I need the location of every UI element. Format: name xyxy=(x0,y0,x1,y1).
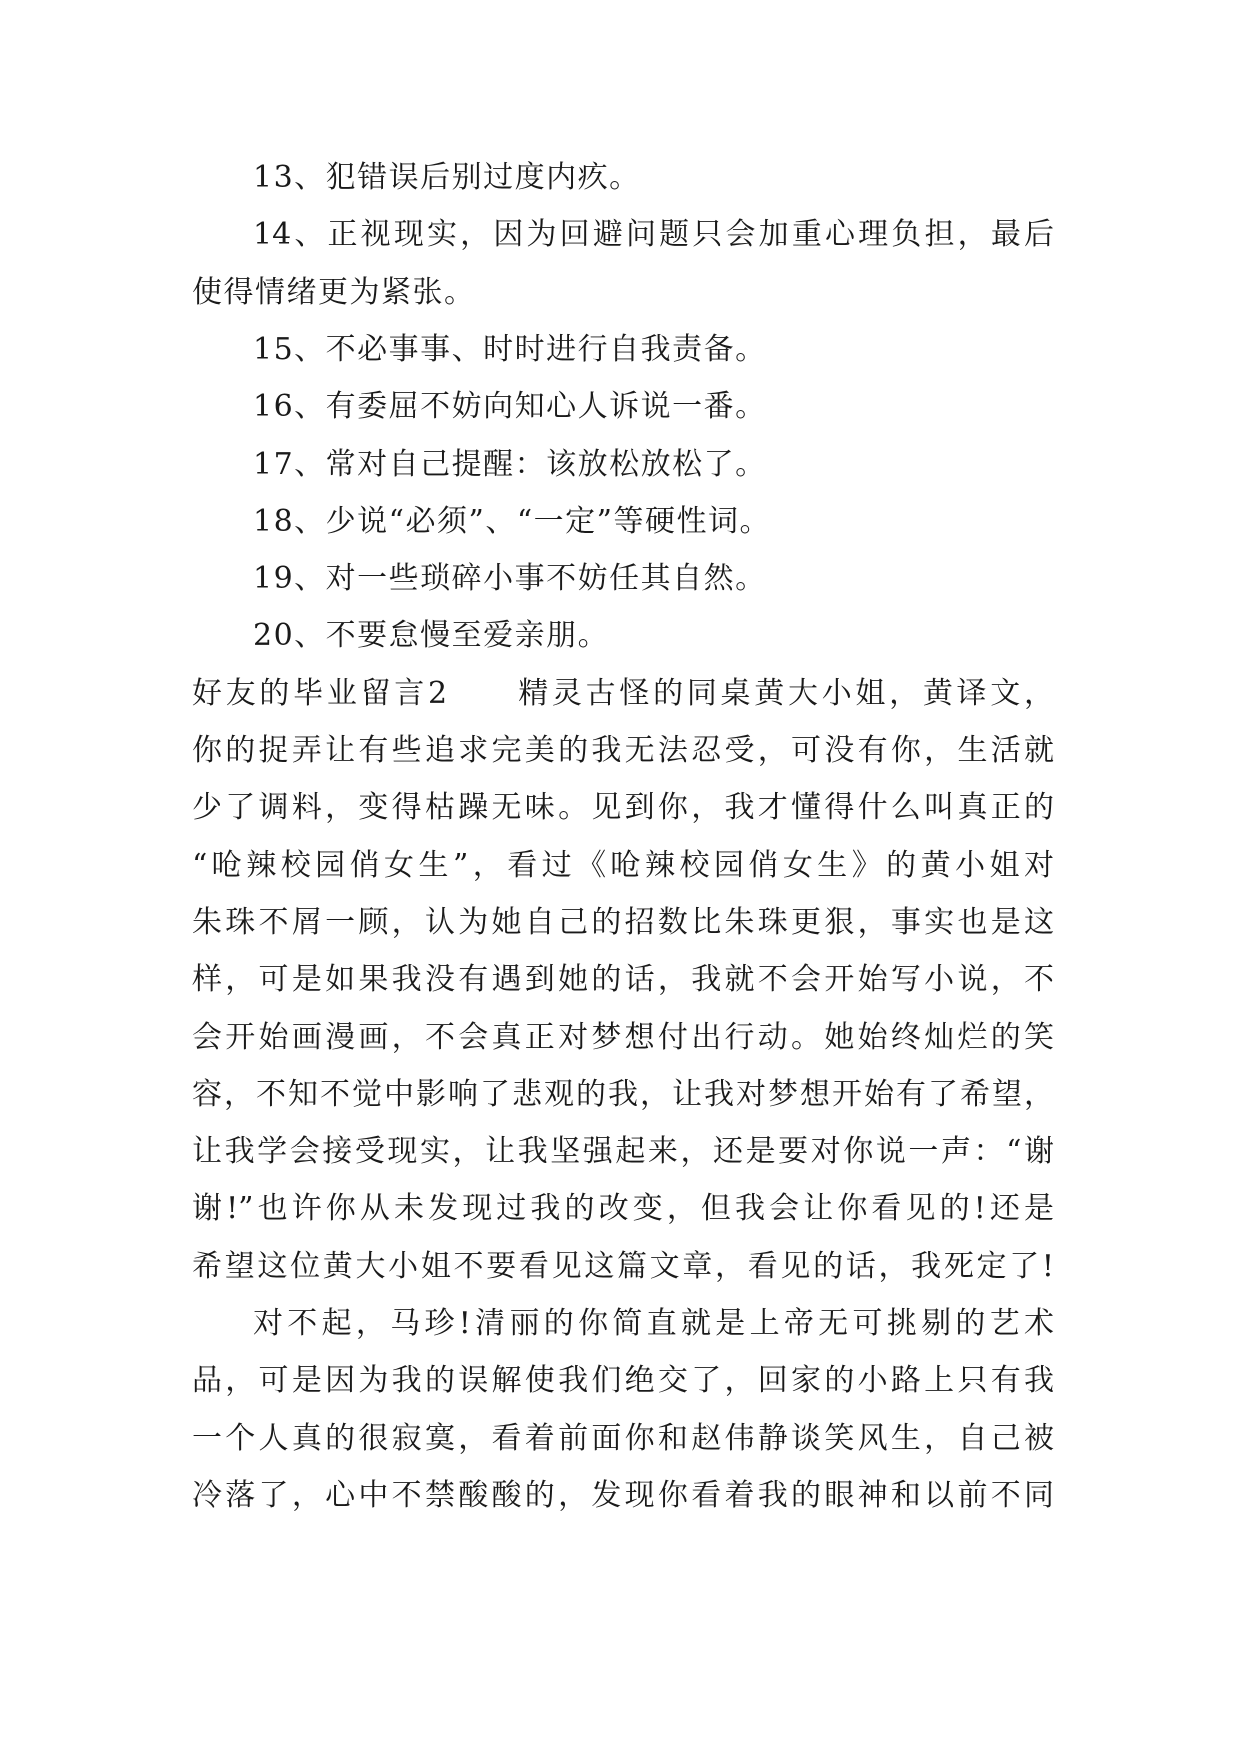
text-line: 样，可是如果我没有遇到她的话，我就不会开始写小说，不 xyxy=(192,962,1054,997)
text-line: 谢!”也许你从未发现过我的改变，但我会让你看见的!还是 xyxy=(192,1191,1054,1226)
text-line: 容，不知不觉中影响了悲观的我，让我对梦想开始有了希望， xyxy=(192,1077,1054,1112)
text-line: 16、有委屈不妨向知心人诉说一番。 xyxy=(253,389,767,424)
text-line: 15、不必事事、时时进行自我责备。 xyxy=(253,332,767,367)
text-line: 对不起，马珍!清丽的你简直就是上帝无可挑剔的艺术 xyxy=(253,1306,1054,1341)
text-line: 14、正视现实，因为回避问题只会加重心理负担，最后 xyxy=(253,217,1054,252)
text-line: 让我学会接受现实，让我坚强起来，还是要对你说一声：“谢 xyxy=(192,1134,1054,1169)
text-line: 19、对一些琐碎小事不妨任其自然。 xyxy=(253,561,767,596)
section-heading-line: 好友的毕业留言2 精灵古怪的同桌黄大小姐，黄译文， xyxy=(192,676,1054,711)
text-line: 少了调料，变得枯躁无味。见到你，我才懂得什么叫真正的 xyxy=(192,790,1054,825)
text-line: 一个人真的很寂寞，看着前面你和赵伟静谈笑风生，自己被 xyxy=(192,1421,1054,1456)
text-line: 17、常对自己提醒：该放松放松了。 xyxy=(253,447,767,482)
text-line: 使得情绪更为紧张。 xyxy=(192,275,476,310)
text-line: 希望这位黄大小姐不要看见这篇文章，看见的话，我死定了! xyxy=(192,1249,1054,1284)
text-line: 品，可是因为我的误解使我们绝交了，回家的小路上只有我 xyxy=(192,1363,1054,1398)
text-line: 你的捉弄让有些追求完美的我无法忍受，可没有你，生活就 xyxy=(192,733,1054,768)
text-line: 13、犯错误后别过度内疚。 xyxy=(253,160,641,195)
text-line: 18、少说“必须”、“一定”等硬性词。 xyxy=(253,504,772,539)
text-line: 会开始画漫画，不会真正对梦想付出行动。她始终灿烂的笑 xyxy=(192,1020,1054,1055)
text-line: “呛辣校园俏女生”，看过《呛辣校园俏女生》的黄小姐对 xyxy=(192,848,1054,883)
text-line: 冷落了，心中不禁酸酸的，发现你看着我的眼神和以前不同 xyxy=(192,1478,1054,1513)
text-line: 朱珠不屑一顾，认为她自己的招数比朱珠更狠，事实也是这 xyxy=(192,905,1054,940)
text-line: 20、不要怠慢至爱亲朋。 xyxy=(253,618,610,653)
